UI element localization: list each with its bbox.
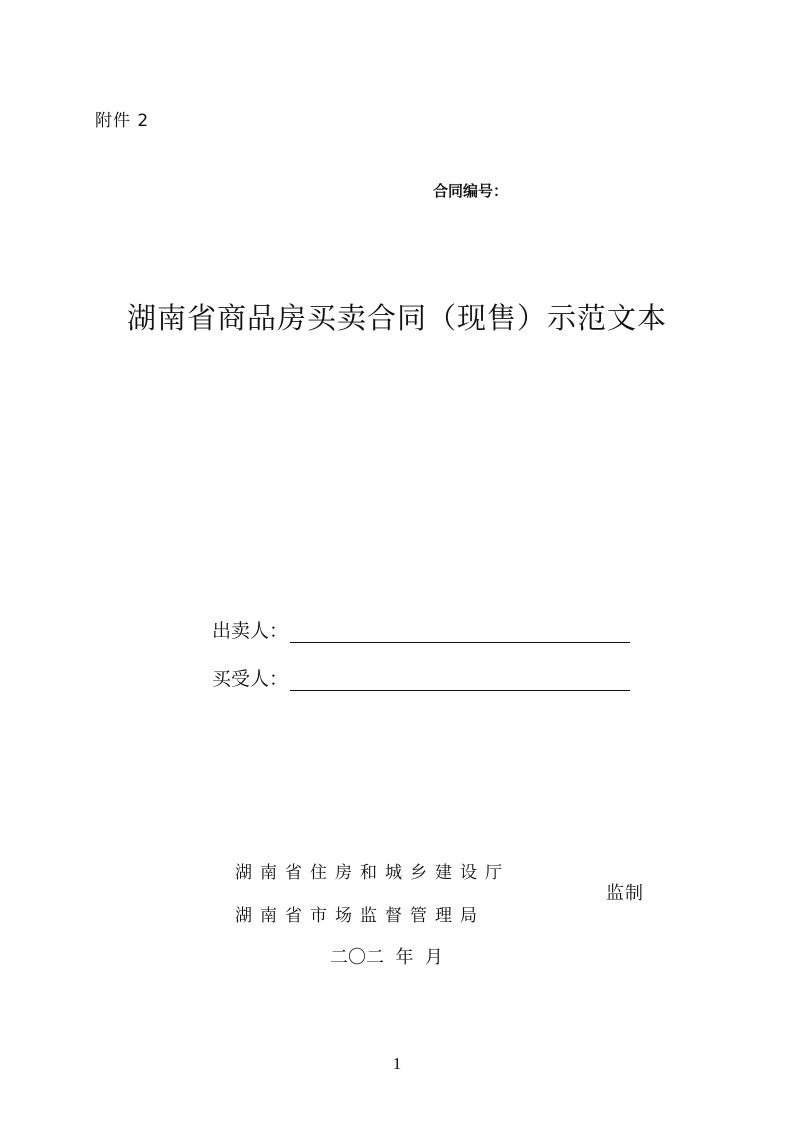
attachment-label: 附件 2 [95, 111, 150, 131]
supervised-label: 监制 [606, 883, 644, 904]
buyer-blank-line [290, 668, 630, 691]
document-title: 湖南省商品房买卖合同（现售）示范文本 [126, 301, 667, 335]
seller-label: 出卖人： [212, 620, 289, 642]
seller-blank-line [290, 620, 630, 643]
buyer-row [212, 664, 630, 691]
buyer-label: 买受人： [212, 668, 289, 690]
contract-number-label: 合同编号： [433, 182, 509, 200]
seller-row [212, 616, 630, 643]
issue-date: 二〇二 年 月 [330, 947, 443, 968]
issuer-market-regulation: 湖南省市场监督管理局 [235, 906, 485, 926]
issuer-housing-department: 湖南省住房和城乡建设厅 [235, 863, 510, 883]
page-number: 1 [392, 1054, 402, 1073]
